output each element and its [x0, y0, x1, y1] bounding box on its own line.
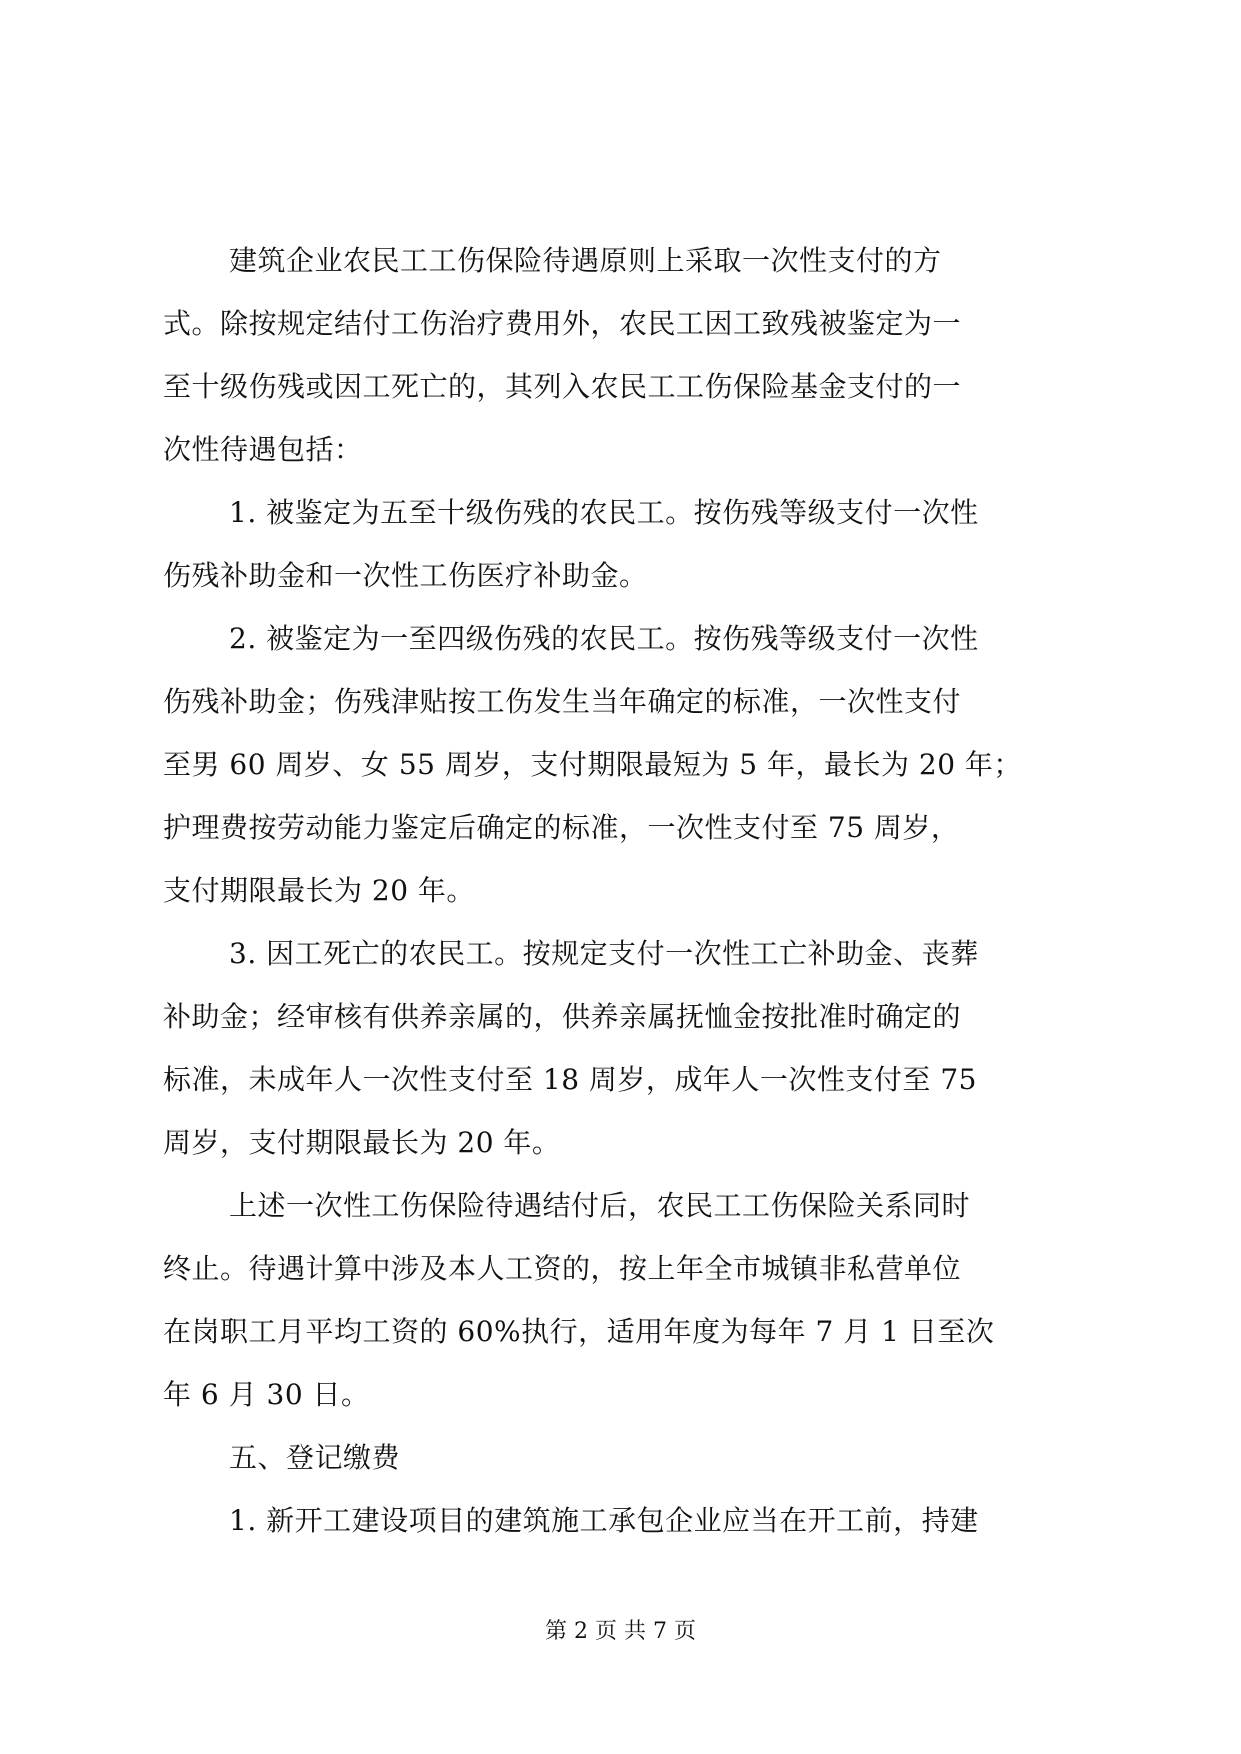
text-line: 2. 被鉴定为一至四级伤残的农民工。按伤残等级支付一次性: [229, 622, 979, 655]
body-text: [163, 229, 1083, 1552]
text-line: 周岁，支付期限最长为 20 年。: [163, 1126, 561, 1159]
text-line: 护理费按劳动能力鉴定后确定的标准，一次性支付至 75 周岁，: [163, 811, 960, 844]
page-number-footer: 第 2 页 共 7 页: [545, 1619, 696, 1644]
text-line: 补助金；经审核有供养亲属的，供养亲属抚恤金按批准时确定的: [163, 1000, 962, 1033]
text-line: 终止。待遇计算中涉及本人工资的，按上年全市城镇非私营单位: [163, 1252, 962, 1285]
text-line: 式。除按规定结付工伤治疗费用外，农民工因工致残被鉴定为一: [163, 307, 962, 340]
text-line: 伤残补助金和一次性工伤医疗补助金。: [163, 559, 648, 592]
text-line: 年 6 月 30 日。: [163, 1378, 370, 1411]
text-line: 标准，未成年人一次性支付至 18 周岁，成年人一次性支付至 75: [163, 1063, 977, 1096]
text-line: 至男 60 周岁、女 55 周岁，支付期限最短为 5 年，最长为 20 年；: [163, 748, 1022, 781]
text-line: 伤残补助金；伤残津贴按工伤发生当年确定的标准，一次性支付: [163, 685, 962, 718]
section-heading: 五、登记缴费: [229, 1441, 401, 1474]
text-line: 在岗职工月平均工资的 60%执行，适用年度为每年 7 月 1 日至次: [163, 1315, 995, 1348]
text-line: 1. 新开工建设项目的建筑施工承包企业应当在开工前，持建: [229, 1504, 979, 1537]
text-line: 3. 因工死亡的农民工。按规定支付一次性工亡补助金、丧葬: [229, 937, 979, 970]
text-line: 次性待遇包括：: [163, 433, 363, 466]
text-line: 建筑企业农民工工伤保险待遇原则上采取一次性支付的方: [229, 244, 942, 277]
text-line: 1. 被鉴定为五至十级伤残的农民工。按伤残等级支付一次性: [229, 496, 979, 529]
text-line: 至十级伤残或因工死亡的，其列入农民工工伤保险基金支付的一: [163, 370, 962, 403]
text-line: 支付期限最长为 20 年。: [163, 874, 475, 907]
text-line: 上述一次性工伤保险待遇结付后，农民工工伤保险关系同时: [229, 1189, 971, 1222]
